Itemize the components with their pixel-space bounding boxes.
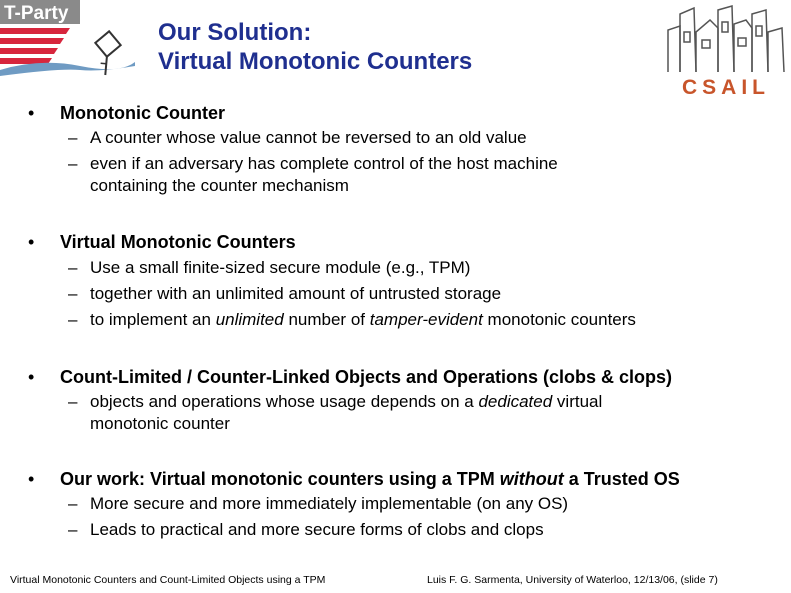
- sub-text-part: objects and operations whose usage depends on a: [90, 392, 479, 411]
- dash-marker: –: [68, 284, 78, 303]
- dash-marker: –: [68, 128, 78, 147]
- sub-text: together with an unlimited amount of untrusted storage: [90, 284, 502, 303]
- sub-text: [90, 309, 636, 331]
- emphasis-dedicated: dedicated: [478, 392, 553, 411]
- sub-text: containing the counter mechanism: [90, 176, 349, 195]
- sub-text-part: monotonic counters: [482, 310, 636, 329]
- bullet-marker: •: [28, 103, 35, 123]
- emphasis-without: without: [499, 469, 564, 489]
- bullet-text: Virtual Monotonic Counters: [60, 232, 296, 252]
- bullet-text: Count-Limited / Counter-Linked Objects and Operations (clobs & clops): [60, 367, 673, 387]
- sub-text-part: virtual: [552, 392, 603, 411]
- csail-building-icon: [660, 2, 790, 98]
- bullet-marker: •: [28, 469, 35, 489]
- bullet-text-part: a Trusted OS: [563, 469, 680, 489]
- dash-marker: –: [68, 520, 78, 539]
- t-party-logo: [0, 0, 135, 78]
- emphasis-tamper-evident: tamper-evident: [369, 310, 483, 329]
- sub-text-part: to implement an: [90, 310, 216, 329]
- sub-text: monotonic counter: [90, 414, 230, 433]
- dash-marker: –: [68, 494, 78, 513]
- sub-text: A counter whose value cannot be reversed to an old value: [90, 128, 527, 147]
- dash-marker: –: [68, 258, 78, 277]
- bullet-text-part: Our work: Virtual monotonic counters using a TPM: [60, 469, 500, 489]
- sub-text: [90, 391, 602, 413]
- slide-title: [158, 18, 638, 76]
- title-line-2: Virtual Monotonic Counters: [158, 48, 473, 75]
- csail-logo: [660, 2, 790, 98]
- title-line-1: Our Solution:: [158, 19, 312, 46]
- sub-text: Leads to practical and more secure forms of clobs and clops: [90, 520, 544, 539]
- sub-text: even if an adversary has complete control of the host machine: [90, 154, 558, 173]
- bullet-text: Monotonic Counter: [60, 103, 225, 123]
- bullet-text: [60, 467, 680, 491]
- dash-marker: –: [68, 154, 78, 173]
- t-party-logo-text: T-Party: [4, 3, 69, 24]
- sub-text: Use a small finite-sized secure module (e.g., TPM): [90, 258, 471, 277]
- dash-marker: –: [68, 310, 78, 329]
- bullet-marker: •: [28, 367, 35, 387]
- csail-logo-text: CSAIL: [682, 76, 770, 98]
- t-party-pen-icon: [0, 0, 135, 78]
- footer-right: Luis F. G. Sarmenta, University of Waterloo, 12/13/06, (slide 7): [427, 574, 718, 586]
- emphasis-unlimited: unlimited: [215, 310, 284, 329]
- bullet-marker: •: [28, 232, 35, 252]
- dash-marker: –: [68, 392, 78, 411]
- sub-text-part: number of: [283, 310, 370, 329]
- sub-text: More secure and more immediately implementable (on any OS): [90, 494, 569, 513]
- footer-left: Virtual Monotonic Counters and Count-Limited Objects using a TPM: [10, 574, 326, 586]
